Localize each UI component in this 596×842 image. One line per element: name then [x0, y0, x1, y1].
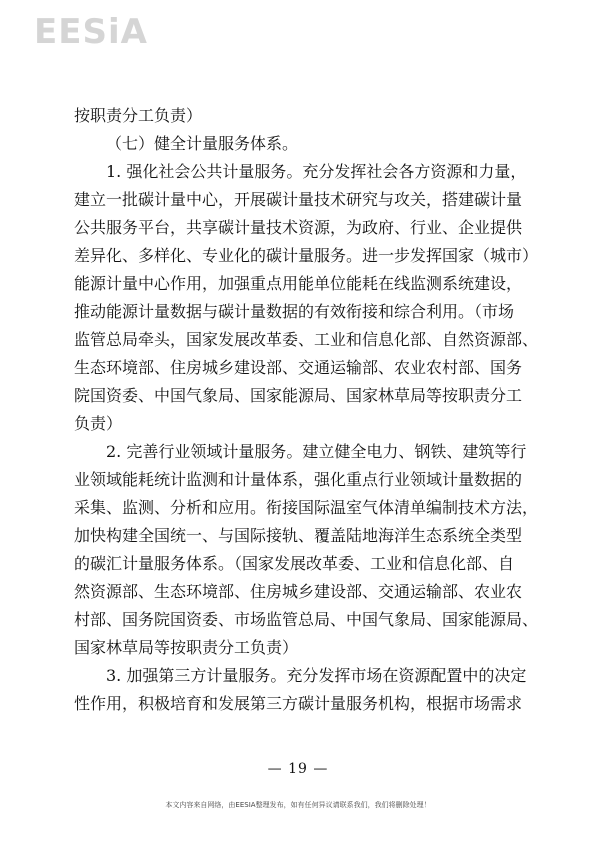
text-line: 监管总局牵头，国家发展改革委、工业和信息化部、自然资源部、 [74, 330, 539, 349]
text-line: 能源计量中心作用，加强重点用能单位能耗在线监测系统建设， [74, 274, 523, 293]
text-line: 业领域能耗统计监测和计量体系，强化重点行业领域计量数据的 [74, 470, 523, 489]
text-line: 然资源部、生态环境部、住房城乡建设部、交通运输部、农业农 [74, 582, 523, 601]
text-line: 采集、监测、分析和应用。衔接国际温室气体清单编制技术方法， [74, 498, 539, 517]
text-line: 加快构建全国统一、与国际接轨、覆盖陆地海洋生态系统全类型 [74, 526, 523, 545]
text-line: 村部、国务院国资委、市场监管总局、中国气象局、国家能源局、 [74, 610, 539, 629]
text-line: 负责） [74, 414, 123, 433]
text-line: 的碳汇计量服务体系。（国家发展改革委、工业和信息化部、自 [74, 554, 515, 573]
text-line: 3. 加强第三方计量服务。充分发挥市场在资源配置中的决定 [106, 666, 527, 685]
text-line: 公共服务平台，共享碳计量技术资源，为政府、行业、企业提供 [74, 218, 523, 237]
page-number: — 19 — [267, 761, 329, 777]
text-line: 生态环境部、住房城乡建设部、交通运输部、农业农村部、国务 [74, 358, 523, 377]
text-line: 1. 强化社会公共计量服务。充分发挥社会各方资源和力量， [106, 162, 527, 181]
eesia-logo: EESiA [34, 12, 148, 52]
text-line: 2. 完善行业领域计量服务。建立健全电力、钢铁、建筑等行 [106, 442, 527, 461]
text-line: 院国资委、中国气象局、国家能源局、国家林草局等按职责分工 [74, 386, 523, 405]
text-line: 推动能源计量数据与碳计量数据的有效衔接和综合利用。（市场 [74, 302, 515, 321]
footer-notice: 本文内容来自网络，由EESIA整理发布，如有任何异议请联系我们，我们将删除处理！ [165, 801, 431, 809]
text-line: 差异化、多样化、专业化的碳计量服务。进一步发挥国家（城市） [74, 246, 539, 265]
document-body [74, 102, 539, 718]
section-heading: （七）健全计量服务体系。 [106, 134, 299, 153]
text-line: 国家林草局等按职责分工负责） [74, 638, 299, 657]
text-line: 建立一批碳计量中心，开展碳计量技术研究与攻关，搭建碳计量 [74, 190, 523, 209]
text-line: 按职责分工负责） [74, 106, 203, 125]
text-line: 性作用，积极培育和发展第三方碳计量服务机构，根据市场需求 [74, 694, 523, 713]
